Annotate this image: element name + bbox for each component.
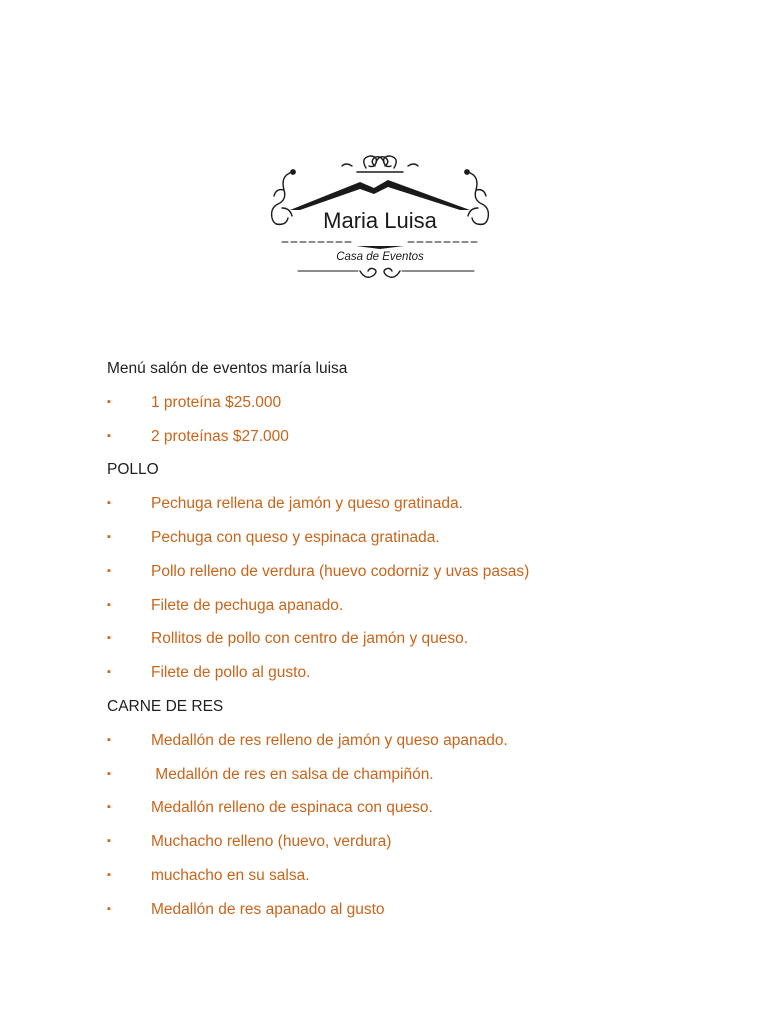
menu-title: Menú salón de eventos maría luisa	[107, 360, 348, 377]
section-heading-pollo: POLLO	[107, 461, 159, 479]
list-item	[107, 420, 747, 454]
list-item	[107, 487, 747, 521]
list-item	[107, 893, 747, 927]
bullet-icon: ▪	[107, 666, 111, 679]
bullet-icon: ▪	[107, 868, 111, 881]
price-option-2: 2 proteínas $27.000	[151, 427, 289, 445]
list-item	[107, 825, 747, 859]
bullet-icon: ▪	[107, 497, 111, 510]
list-item	[107, 724, 747, 758]
dish-name: Muchacho relleno (huevo, verdura)	[151, 833, 392, 851]
dish-name: Medallón de res en salsa de champiñón.	[151, 765, 434, 783]
bullet-icon: ▪	[107, 632, 111, 645]
list-item	[107, 758, 747, 792]
list-item	[107, 622, 747, 656]
section-heading-carne-de-res: CARNE DE RES	[107, 697, 224, 715]
dish-name: Rollitos de pollo con centro de jamón y queso.	[151, 630, 469, 648]
menu-content	[107, 352, 747, 927]
bullet-icon: ▪	[107, 564, 111, 577]
dish-name: Filete de pollo al gusto.	[151, 664, 311, 682]
bullet-icon: ▪	[107, 530, 111, 543]
logo-subtitle: Casa de Eventos	[336, 251, 424, 263]
list-item	[107, 791, 747, 825]
dish-name: Pollo relleno de verdura (huevo codorniz y uvas pasas)	[151, 562, 530, 580]
list-item	[107, 589, 747, 623]
list-item	[107, 386, 747, 420]
dish-name: Medallón de res relleno de jamón y queso apanado.	[151, 731, 508, 749]
bullet-icon: ▪	[107, 902, 111, 915]
dish-name: muchacho en su salsa.	[151, 866, 310, 884]
price-option-1: 1 proteína $25.000	[151, 393, 282, 411]
dish-name: Medallón relleno de espinaca con queso.	[151, 799, 433, 817]
bullet-icon: ▪	[107, 733, 111, 746]
bullet-icon: ▪	[107, 429, 111, 442]
logo-graphic	[262, 150, 498, 286]
dish-name: Pechuga rellena de jamón y queso gratinada.	[151, 495, 463, 513]
bullet-icon: ▪	[107, 767, 111, 780]
list-item	[107, 521, 747, 555]
list-item	[107, 859, 747, 893]
dish-name: Pechuga con queso y espinaca gratinada.	[151, 528, 440, 546]
bullet-icon: ▪	[107, 801, 111, 814]
list-item	[107, 656, 747, 690]
list-item	[107, 555, 747, 589]
dish-name: Filete de pechuga apanado.	[151, 596, 344, 614]
maria-luisa-logo	[262, 150, 498, 286]
bullet-icon: ▪	[107, 598, 111, 611]
bullet-icon: ▪	[107, 835, 111, 848]
logo-title: Maria Luisa	[323, 208, 437, 233]
dish-name: Medallón de res apanado al gusto	[151, 900, 385, 918]
bullet-icon: ▪	[107, 395, 111, 408]
